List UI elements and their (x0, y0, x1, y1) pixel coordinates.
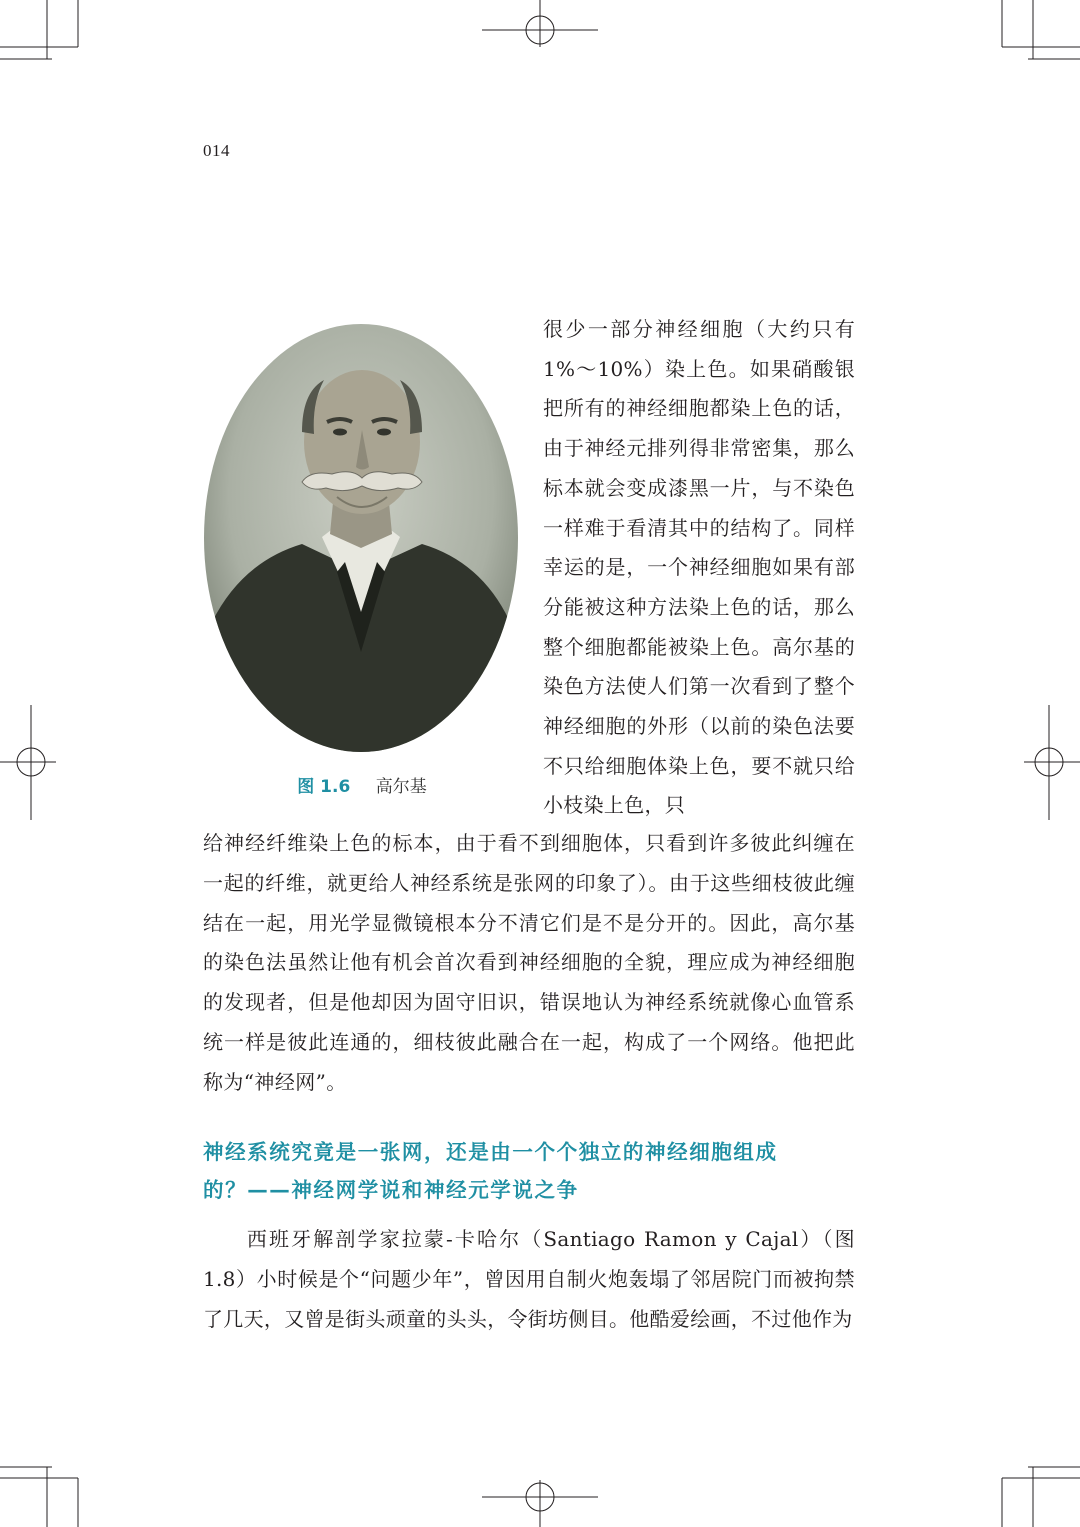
figure-caption (203, 772, 521, 797)
second-paragraph (203, 1220, 855, 1339)
section-heading-line2: 的？——神经网学说和神经元学说之争 (203, 1178, 579, 1202)
figure-label: 图 1.6 (297, 777, 351, 797)
body-paragraph: 给神经纤维染上色的标本，由于看不到细胞体，只看到许多彼此纠缠在一起的纤维，就更给人神经系统是张网的印象了）。由于这些细枝彼此缠结在一起，用光学显微镜根本分不清它们是不是分开的。因此，高尔基的染色法虽然让他有机会首次看到神经细胞的全貌，理应成为神经细胞的发现者，但是他却因为固守旧识，错误地认为神经系统就像心血管系统一样是彼此连通的，细枝彼此融合在一起，构成了一个网络。他把此称为“神经网”。 (203, 831, 855, 1094)
figure-name: 高尔基 (375, 777, 427, 797)
second-paragraph-text: 西班牙解剖学家拉蒙-卡哈尔（Santiago Ramon y Cajal）（图 1.8）小时候是个“问题少年”，曾因用自制火炮轰塌了邻居院门而被拘禁了几天，又曾是街头顽童的头头，令街坊侧目。他酷爱绘画，不过他作为 (203, 1227, 855, 1331)
section-heading-line1: 神经系统究竟是一张网，还是由一个个独立的神经细胞组成 (203, 1140, 778, 1164)
section-heading (203, 1133, 855, 1209)
page-number: 014 (203, 141, 230, 160)
side-paragraph: 很少一部分神经细胞（大约只有1%～10%）染上色。如果硝酸银把所有的神经细胞都染上色的话，由于神经元排列得非常密集，那么标本就会变成漆黑一片，与不染色一样难于看清其中的结构了。同样幸运的是，一个神经细胞如果有部分能被这种方法染上色的话，那么整个细胞都能被染上色。高尔基的染色方法使人们第一次看到了整个神经细胞的外形（以前的染色法要不只给细胞体染上色，要不就只给小枝染上色，只 (543, 317, 855, 818)
portrait-photo (202, 322, 520, 754)
